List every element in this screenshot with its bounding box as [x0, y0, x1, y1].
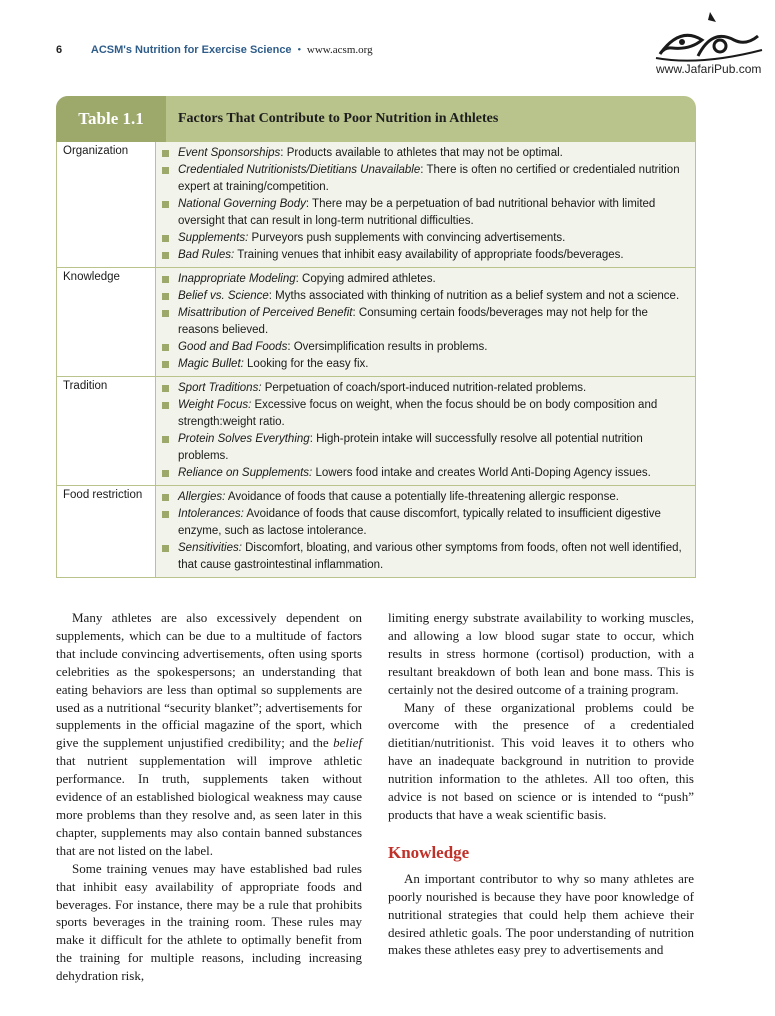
square-bullet-icon	[162, 545, 169, 552]
list-item	[160, 288, 689, 305]
table-body	[56, 142, 696, 578]
table-category: Food restriction	[57, 486, 156, 577]
left-column	[56, 609, 362, 985]
item-separator: :	[420, 164, 424, 176]
list-item	[160, 465, 689, 482]
table-row	[57, 142, 695, 267]
right-column	[388, 609, 694, 959]
table-items	[156, 268, 695, 376]
item-term: Allergies:	[178, 491, 226, 503]
list-item	[160, 356, 689, 373]
item-term: Belief vs. Science	[178, 290, 269, 302]
table-items	[156, 486, 695, 577]
item-term: Supplements:	[178, 232, 249, 244]
item-description: High-protein intake will successfully resolve all potential nutrition problems.	[178, 433, 643, 462]
square-bullet-icon	[162, 150, 169, 157]
item-term: Event Sponsorships	[178, 147, 281, 159]
watermark-url: www.JafariPub.com	[656, 62, 762, 76]
item-separator: :	[280, 147, 284, 159]
item-separator: :	[295, 273, 299, 285]
table-row	[57, 485, 695, 577]
paragraph: Many athletes are also excessively dependent on supplements, which can be due to a multitude of factors that include convincing advertisements, often using sports celebrities as the spokespersons; an understanding that eating behaviors are less than optimal so supplements are used as a nutritional “security blanket”; advertisements for supplements in the official magazine of the sport, which give the supplement unjustified credibility; and the belief that nutrient supplementation will improve athletic performance. In truth, supplements taken without evidence of an established biological weakness may cause more problems than they resolve and, as seen later in this chapter, supplements may also contain banned substances that are not listed on the label.	[56, 610, 362, 858]
list-item	[160, 230, 689, 247]
item-separator: :	[352, 307, 356, 319]
item-description: Excessive focus on weight, when the focus should be on body composition and strength:weight ratio.	[178, 399, 658, 428]
square-bullet-icon	[162, 344, 169, 351]
item-separator: :	[287, 341, 291, 353]
table-1-1	[56, 96, 696, 571]
table-items	[156, 142, 695, 267]
item-term: Sport Traditions:	[178, 382, 262, 394]
list-item	[160, 431, 689, 465]
table-row	[57, 376, 695, 485]
square-bullet-icon	[162, 252, 169, 259]
item-term: National Governing Body	[178, 198, 306, 210]
emphasis-belief: belief	[333, 735, 362, 751]
header-separator: •	[297, 44, 302, 56]
header-url: www.acsm.org	[306, 44, 373, 56]
item-term: Inappropriate Modeling	[178, 273, 296, 285]
running-header	[56, 44, 373, 56]
page-number: 6	[56, 44, 63, 56]
item-description: Avoidance of foods that cause discomfort, typically related to insufficient digestive enzyme, such as lactose intolerance.	[178, 508, 661, 537]
item-term: Protein Solves Everything	[178, 433, 310, 445]
item-description: There is often no certified or credentialed nutrition expert at training/competition.	[178, 164, 680, 193]
square-bullet-icon	[162, 201, 169, 208]
list-item	[160, 380, 689, 397]
list-item	[160, 305, 689, 339]
square-bullet-icon	[162, 276, 169, 283]
square-bullet-icon	[162, 511, 169, 518]
item-description: Looking for the easy fix.	[243, 358, 369, 370]
table-category: Organization	[57, 142, 156, 267]
list-item	[160, 489, 689, 506]
item-term: Bad Rules:	[178, 249, 235, 261]
table-category: Knowledge	[57, 268, 156, 376]
section-heading: Knowledge	[388, 842, 470, 862]
item-description: Oversimplification results in problems.	[290, 341, 488, 353]
item-description: Perpetuation of coach/sport-induced nutrition-related problems.	[261, 382, 587, 394]
item-separator: :	[305, 198, 310, 210]
paragraph: Some training venues may have established bad rules that inhibit easy availability of appropriate foods and beverages. For instance, there may be a rule that prohibits sports beverages in the training room. These rules may make it difficult for the athlete to optimally benefit from the training for multiple reasons, including increasing dehydration risk,	[56, 860, 362, 984]
square-bullet-icon	[162, 293, 169, 300]
square-bullet-icon	[162, 235, 169, 242]
paragraph: Many of these organizational problems could be overcome with the presence of a credentialed dietitian/nutritionist. This void leaves it to others who have an inadequate background in nutrition to provide nutrition information to the athletes. All too often, this advice is not based on science or is intended to “push” products that have a weak scientific basis.	[388, 699, 694, 822]
table-number: Table 1.1	[56, 96, 166, 142]
book-title: ACSM's Nutrition for Exercise Science	[90, 44, 292, 56]
square-bullet-icon	[162, 494, 169, 501]
list-item	[160, 196, 689, 230]
list-item	[160, 506, 689, 540]
square-bullet-icon	[162, 361, 169, 368]
item-description: Copying admired athletes.	[298, 273, 436, 285]
item-term: Misattribution of Perceived Benefit	[178, 307, 353, 319]
list-item	[160, 339, 689, 356]
item-description: Training venues that inhibit easy availability of appropriate foods/beverages.	[234, 249, 624, 261]
table-title: Factors That Contribute to Poor Nutrition in Athletes	[178, 111, 499, 126]
item-term: Good and Bad Foods	[178, 341, 288, 353]
list-item	[160, 271, 689, 288]
table-items	[156, 377, 695, 485]
list-item	[160, 162, 689, 196]
item-term: Reliance on Supplements:	[178, 467, 313, 479]
item-separator: :	[309, 433, 313, 445]
item-description: Discomfort, bloating, and various other symptoms from foods, often not well identified, that cause gastrointestinal inflammation.	[178, 542, 682, 571]
item-description: Lowers food intake and creates World Anti-Doping Agency issues.	[312, 467, 651, 479]
list-item	[160, 145, 689, 162]
item-description: Products available to athletes that may not be optimal.	[283, 147, 563, 159]
list-item	[160, 540, 689, 574]
square-bullet-icon	[162, 385, 169, 392]
item-term: Weight Focus:	[178, 399, 252, 411]
item-separator: :	[268, 290, 272, 302]
square-bullet-icon	[162, 310, 169, 317]
item-term: Intolerances:	[178, 508, 244, 520]
paragraph: limiting energy substrate availability to working muscles, and allowing a low blood sugar state to occur, which results in stress hormone (cortisol) production, with a resultant breakdown of both lean and bone mass. This is certainly not the desired outcome of a training program.	[388, 610, 694, 697]
item-description: Myths associated with thinking of nutrition as a belief system and not a science.	[271, 290, 680, 302]
square-bullet-icon	[162, 470, 169, 477]
square-bullet-icon	[162, 167, 169, 174]
table-header	[56, 96, 696, 142]
item-description: There may be a perpetuation of bad nutritional behavior with limited oversight that can result in long-term nutritional difficulties.	[178, 198, 656, 227]
item-description: Purveyors push supplements with convincing advertisements.	[248, 232, 566, 244]
item-description: Avoidance of foods that cause a potentially life-threatening allergic response.	[225, 491, 619, 503]
list-item	[160, 247, 689, 264]
table-row	[57, 267, 695, 376]
item-term: Credentialed Nutritionists/Dietitians Unavailable	[178, 164, 421, 176]
item-description: Consuming certain foods/beverages may not help for the reasons believed.	[178, 307, 648, 336]
item-term: Sensitivities:	[178, 542, 242, 554]
item-term: Magic Bullet:	[178, 358, 244, 370]
paragraph: An important contributor to why so many athletes are poorly nourished is because they have poor knowledge of nutritional strategies that could help them achieve their desired athletic goals. The poor understanding of nutrition makes these athletes easy prey to advertisements and	[388, 870, 694, 958]
list-item	[160, 397, 689, 431]
square-bullet-icon	[162, 436, 169, 443]
square-bullet-icon	[162, 402, 169, 409]
table-category: Tradition	[57, 377, 156, 485]
